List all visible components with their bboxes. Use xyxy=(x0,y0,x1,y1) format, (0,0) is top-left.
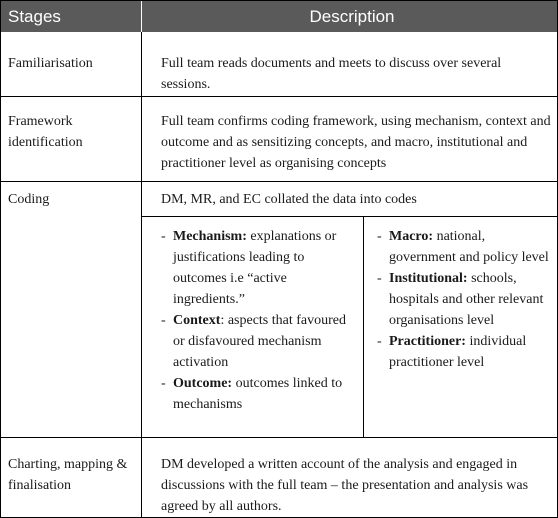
stage-charting-mapping-finalisation: Charting, mapping & finalisation xyxy=(8,457,128,493)
term-institutional: Institutional: xyxy=(389,271,468,286)
term-context: Context xyxy=(173,313,221,328)
header-stages: Stages xyxy=(8,7,61,26)
term-mechanism: Mechanism: xyxy=(173,229,247,244)
stage-coding: Coding xyxy=(8,192,50,207)
macro-institutional-practitioner-list xyxy=(377,226,549,373)
term-outcome: Outcome: xyxy=(173,376,233,391)
stage-framework-identification: Framework identification xyxy=(8,114,83,150)
stage-familiarisation: Familiarisation xyxy=(8,56,93,71)
list-item: - Practitioner: individual practitioner level xyxy=(377,334,527,370)
column-divider xyxy=(141,32,142,518)
term-macro: Macro: xyxy=(389,229,434,244)
list-item: - Context: aspects that favoured or disfavoured mechanism activation xyxy=(161,313,346,370)
header-divider xyxy=(141,1,142,32)
mechanism-context-outcome-list xyxy=(161,226,357,415)
description-charting-mapping-finalisation: DM developed a written account of the analysis and engaged in discussions with the full team – the presentation and analysis was agreed by all authors. xyxy=(161,457,529,514)
list-item: - Outcome: outcomes linked to mechanisms xyxy=(161,376,343,412)
row-divider xyxy=(1,181,557,182)
row-divider xyxy=(1,96,557,97)
header-description: Description xyxy=(309,7,395,26)
subtable-column-divider xyxy=(363,216,364,437)
list-item: - Institutional: schools, hospitals and other relevant organisations level xyxy=(377,271,544,328)
list-item: - Mechanism: explanations or justifications leading to outcomes i.e “active ingredients.” xyxy=(161,229,337,307)
description-coding: DM, MR, and EC collated the data into codes xyxy=(161,192,417,207)
description-familiarisation: Full team reads documents and meets to discuss over several sessions. xyxy=(161,56,502,92)
subtable-top-border xyxy=(141,216,557,217)
row-divider xyxy=(1,437,557,438)
list-item: - Macro: national, government and policy level xyxy=(377,229,549,265)
table-header xyxy=(1,1,557,32)
description-framework-identification: Full team confirms coding framework, using mechanism, context and outcome and as sensitizing concepts, and macro, institutional and practitioner level as organising concepts xyxy=(161,114,551,171)
term-practitioner: Practitioner: xyxy=(389,334,466,349)
